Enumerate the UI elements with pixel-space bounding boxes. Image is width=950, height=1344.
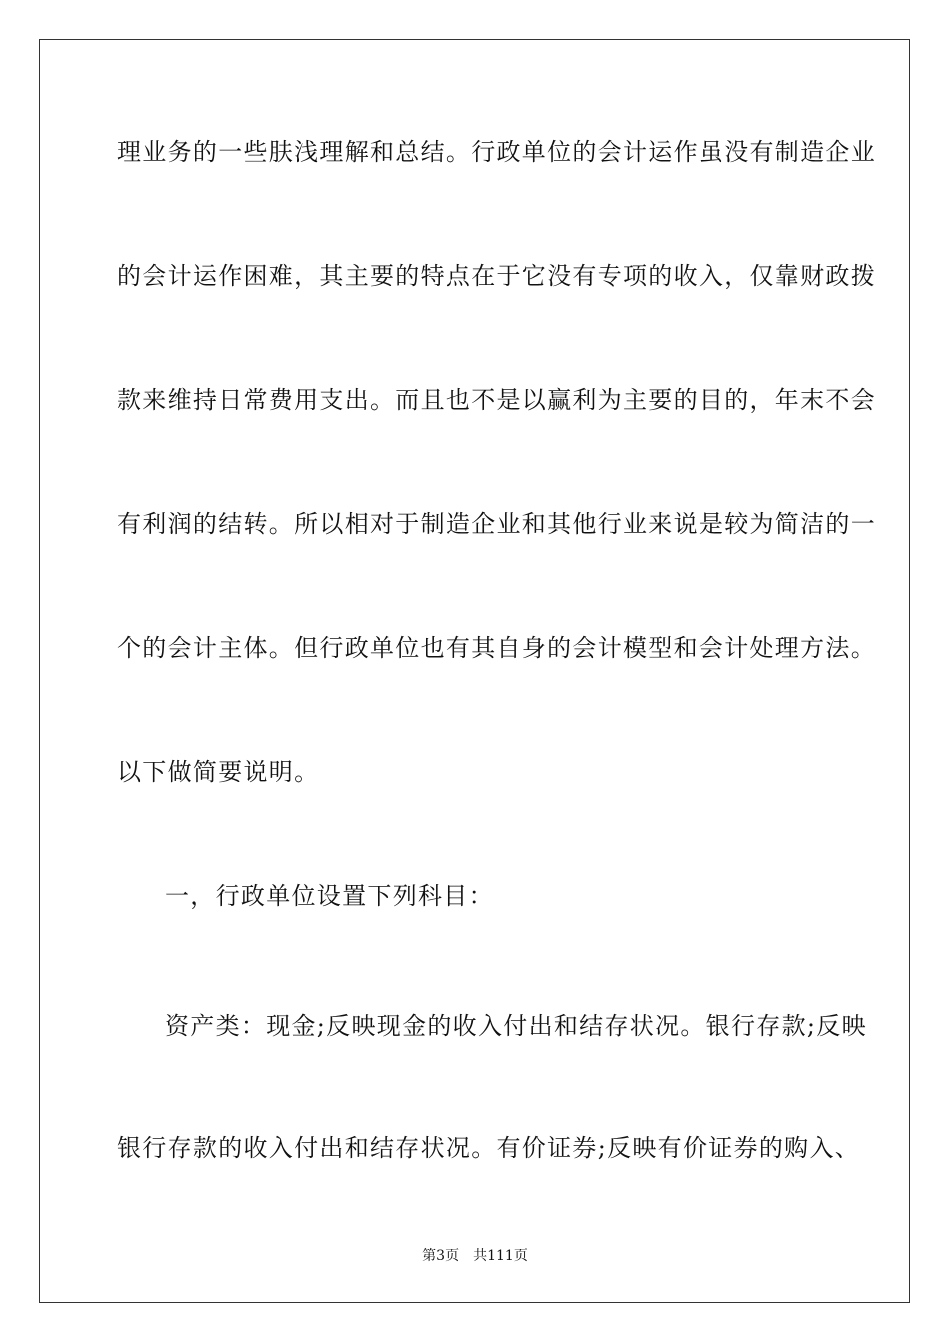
page-total: 共111页 (473, 1248, 528, 1264)
text-line-4: 有利润的结转。所以相对于制造企业和其他行业来说是较为简洁的一 (117, 510, 876, 538)
text-line-1: 理业务的一些肤浅理解和总结。行政单位的会计运作虽没有制造企业 (117, 138, 876, 166)
assets-line-2: 银行存款的收入付出和结存状况。有价证券;反映有价证券的购入、 (117, 1134, 861, 1162)
text-line-2: 的会计运作困难，其主要的特点在于它没有专项的收入，仅靠财政拨 (117, 262, 876, 290)
assets-line-1: 资产类：现金;反映现金的收入付出和结存状况。银行存款;反映 (165, 1012, 867, 1040)
text-line-5: 个的会计主体。但行政单位也有其自身的会计模型和会计处理方法。 (117, 634, 876, 662)
page-number: 第3页 (422, 1248, 460, 1264)
text-line-6: 以下做简要说明。 (117, 758, 320, 786)
page-border (39, 39, 910, 1303)
section-heading: 一，行政单位设置下列科目： (165, 882, 494, 910)
text-line-3: 款来维持日常费用支出。而且也不是以赢利为主要的目的，年末不会 (117, 386, 876, 414)
page-footer (0, 1247, 950, 1265)
